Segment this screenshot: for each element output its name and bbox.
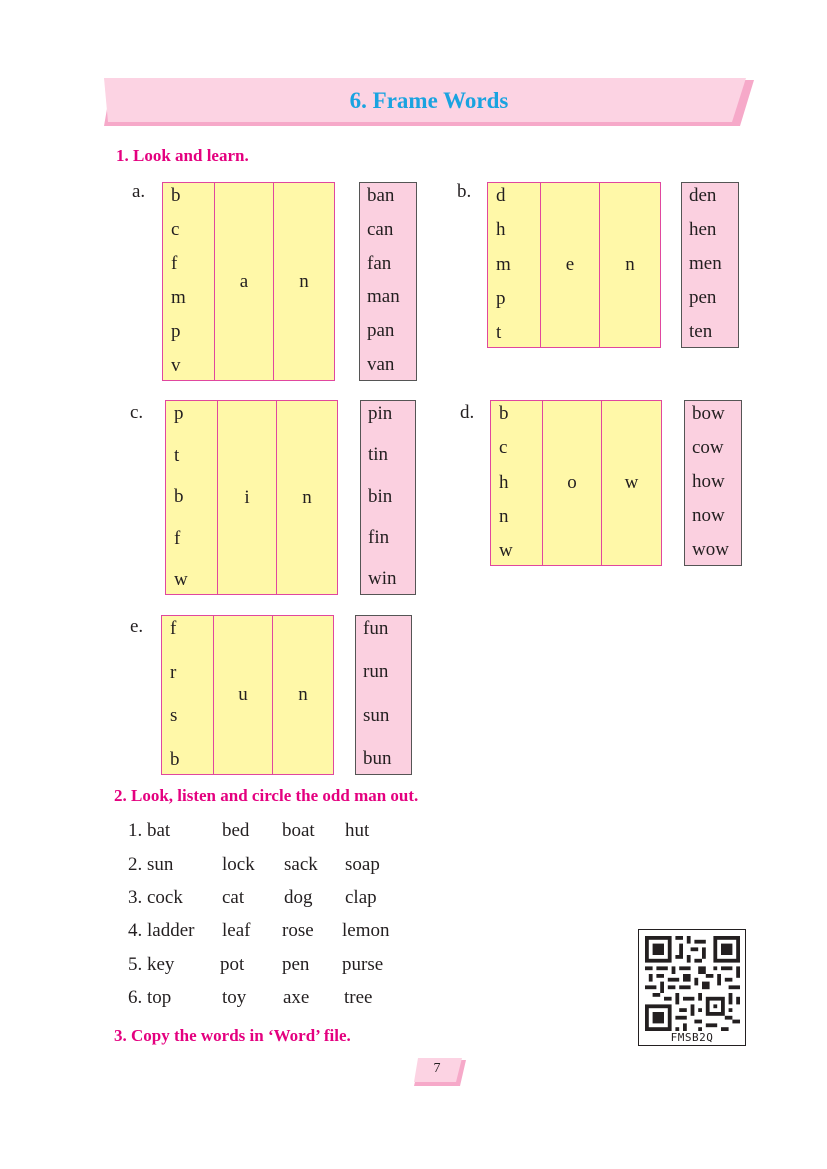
odd-word: lemon bbox=[342, 920, 390, 941]
letter: f bbox=[171, 253, 178, 274]
word: can bbox=[367, 218, 394, 240]
frame-d-label: d. bbox=[460, 402, 475, 423]
word: den bbox=[689, 185, 717, 206]
word: wow bbox=[692, 539, 729, 560]
letter: p bbox=[171, 321, 181, 342]
odd-word: purse bbox=[342, 954, 384, 975]
word: pin bbox=[368, 403, 393, 424]
odd-word: tree bbox=[344, 987, 373, 1008]
letter: n bbox=[499, 505, 509, 527]
word: pen bbox=[689, 287, 717, 308]
section3-heading: 3. Copy the words in ‘Word’ file. bbox=[114, 1026, 351, 1045]
letter: r bbox=[170, 661, 177, 683]
word: now bbox=[692, 505, 725, 526]
word: run bbox=[363, 661, 389, 683]
word: bin bbox=[368, 485, 393, 507]
odd-word: dog bbox=[284, 887, 313, 908]
frame-a bbox=[162, 182, 335, 381]
odd-word: pen bbox=[282, 954, 310, 975]
letter: t bbox=[174, 444, 180, 466]
word: bun bbox=[363, 747, 392, 769]
frame-b bbox=[487, 182, 661, 348]
letter: h bbox=[496, 219, 506, 241]
qr-code-box bbox=[638, 929, 746, 1046]
letter: c bbox=[171, 219, 180, 240]
word: man bbox=[367, 286, 400, 308]
odd-word: 5. key bbox=[128, 954, 175, 975]
frame-c bbox=[165, 400, 338, 595]
frame-c-vowel: i bbox=[218, 401, 277, 594]
qr-code-icon bbox=[645, 936, 740, 1031]
page-number-tab bbox=[414, 1058, 466, 1086]
word: hen bbox=[689, 219, 717, 240]
frame-c-words bbox=[360, 400, 416, 595]
letter: b bbox=[170, 748, 180, 770]
frame-e-vowel: u bbox=[214, 616, 273, 774]
word: tin bbox=[368, 444, 389, 466]
word: men bbox=[689, 253, 722, 274]
letter: m bbox=[171, 287, 186, 308]
word: fan bbox=[367, 252, 392, 274]
frame-b-words bbox=[681, 182, 739, 348]
qr-caption: FMSB2Q bbox=[670, 1031, 714, 1044]
word: pan bbox=[367, 320, 395, 342]
section1-heading: 1. Look and learn. bbox=[116, 146, 249, 165]
odd-word: lock bbox=[222, 854, 255, 875]
frame-a-label: a. bbox=[132, 181, 146, 202]
letter: v bbox=[171, 355, 181, 376]
frame-a-words bbox=[359, 182, 417, 381]
word: win bbox=[368, 568, 397, 589]
odd-word: soap bbox=[345, 854, 380, 875]
odd-word: cat bbox=[222, 887, 245, 908]
frame-e-words bbox=[355, 615, 412, 775]
odd-word: 4. ladder bbox=[128, 920, 195, 941]
frame-a-vowel: a bbox=[215, 183, 274, 380]
letter: b bbox=[499, 403, 509, 424]
word: bow bbox=[692, 403, 725, 424]
letter: m bbox=[496, 253, 511, 275]
word: fun bbox=[363, 618, 389, 639]
letter: t bbox=[496, 322, 502, 343]
frame-e-label: e. bbox=[130, 616, 144, 637]
word: ban bbox=[367, 185, 395, 206]
odd-word: hut bbox=[345, 820, 370, 841]
frame-a-ending: n bbox=[299, 270, 309, 292]
letter: h bbox=[499, 471, 509, 493]
frame-d-words bbox=[684, 400, 742, 566]
frame-a-letters bbox=[163, 183, 215, 380]
odd-word: bed bbox=[222, 820, 250, 841]
frame-c-label: c. bbox=[130, 402, 144, 423]
frame-e bbox=[161, 615, 334, 775]
letter: w bbox=[499, 540, 513, 561]
odd-word: boat bbox=[282, 820, 315, 841]
frame-d-letters bbox=[491, 401, 543, 565]
letter: s bbox=[170, 705, 178, 727]
odd-word: sack bbox=[284, 854, 318, 875]
odd-word: 2. sun bbox=[128, 854, 174, 875]
odd-word: 3. cock bbox=[128, 887, 183, 908]
odd-word: rose bbox=[282, 920, 314, 941]
odd-word: 1. bat bbox=[128, 820, 171, 841]
letter: c bbox=[499, 437, 508, 459]
frame-b-vowel: e bbox=[541, 183, 600, 347]
word: ten bbox=[689, 321, 713, 342]
page-title: 6. Frame Words bbox=[349, 88, 509, 113]
word: cow bbox=[692, 437, 724, 458]
frame-d bbox=[490, 400, 662, 566]
odd-word: clap bbox=[345, 887, 377, 908]
title-banner bbox=[104, 78, 754, 128]
odd-word: leaf bbox=[222, 920, 251, 941]
odd-word: pot bbox=[220, 954, 245, 975]
odd-word: axe bbox=[283, 987, 310, 1008]
page-number: 7 bbox=[433, 1061, 441, 1076]
letter: p bbox=[174, 403, 184, 424]
frame-d-vowel: o bbox=[543, 401, 602, 565]
frame-d-ending: w bbox=[624, 472, 639, 493]
odd-word: toy bbox=[222, 987, 247, 1008]
letter: b bbox=[171, 185, 181, 206]
letter: w bbox=[174, 569, 188, 590]
word: sun bbox=[363, 704, 390, 726]
word: fin bbox=[368, 526, 390, 548]
frame-c-letters bbox=[166, 401, 218, 594]
section2-heading: 2. Look, listen and circle the odd man out. bbox=[114, 786, 419, 805]
frame-e-letters bbox=[162, 616, 214, 774]
frame-c-ending: n bbox=[302, 486, 312, 508]
odd-word: 6. top bbox=[128, 987, 172, 1008]
frame-e-ending: n bbox=[298, 684, 308, 705]
letter: f bbox=[170, 618, 177, 639]
letter: b bbox=[174, 486, 184, 507]
word: van bbox=[367, 353, 395, 375]
frame-b-letters bbox=[488, 183, 541, 347]
letter: f bbox=[174, 527, 181, 549]
frame-b-ending: n bbox=[625, 254, 635, 275]
word: how bbox=[692, 471, 725, 492]
letter: d bbox=[496, 185, 506, 206]
letter: p bbox=[496, 287, 506, 309]
frame-b-label: b. bbox=[457, 181, 472, 202]
